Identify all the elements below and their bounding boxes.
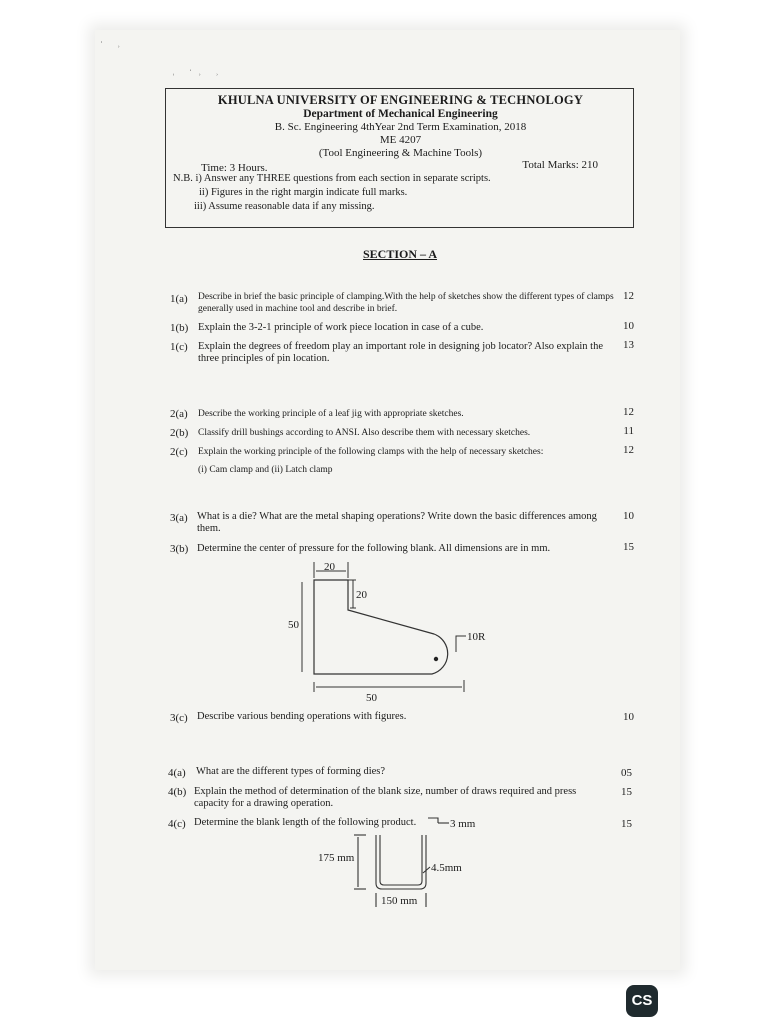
- instruction-3: iii) Assume reasonable data if any missing.: [194, 201, 375, 212]
- question-marks: 15: [621, 818, 632, 830]
- question-number: 2(c): [170, 446, 188, 458]
- dim-top-drop: 20: [356, 589, 367, 601]
- question-text: Classify drill bushings according to ANSI. Also describe them with necessary sketches.: [198, 428, 531, 438]
- course-code: ME 4207: [379, 134, 422, 146]
- question-number: 3(b): [170, 543, 189, 555]
- total-marks: Total Marks: 210: [522, 159, 598, 171]
- question-marks: 10: [623, 510, 634, 522]
- question-text: Explain the 3-2-1 principle of work piece location in case of a cube.: [198, 322, 484, 333]
- dim-bend-radius: 4.5mm: [431, 862, 462, 874]
- question-number: 1(c): [170, 341, 188, 353]
- question-marks: 15: [623, 541, 634, 553]
- blank-figure: [280, 556, 520, 706]
- dim-height: 50: [288, 619, 299, 631]
- course-title: (Tool Engineering & Machine Tools): [318, 147, 483, 159]
- dim-base: 50: [366, 692, 377, 704]
- question-marks: 13: [623, 339, 634, 351]
- question-number: 2(a): [170, 408, 188, 420]
- question-marks: 12: [623, 290, 634, 302]
- section-title: SECTION – A: [363, 247, 438, 261]
- question-number: 4(a): [168, 767, 186, 779]
- question-number: 4(c): [168, 818, 186, 830]
- exam-name: B. Sc. Engineering 4thYear 2nd Term Examination, 2018: [274, 121, 527, 133]
- question-text: Explain the method of determination of the blank size, number of draws required and press capacity for a drawing operation.: [194, 786, 577, 809]
- dim-thickness: 3 mm: [450, 818, 476, 830]
- exam-time: Time: 3 Hours.: [201, 162, 268, 174]
- question-marks: 10: [623, 320, 634, 332]
- question-number: 3(a): [170, 512, 188, 524]
- question-text: What are the different types of forming dies?: [196, 766, 386, 777]
- question-number: 1(b): [170, 322, 189, 334]
- dim-radius: 10R: [467, 631, 486, 643]
- question-number: 2(b): [170, 427, 189, 439]
- instruction-2: ii) Figures in the right margin indicate full marks.: [199, 187, 408, 198]
- question-number: 3(c): [170, 712, 188, 724]
- question-text: Explain the working principle of the following clamps with the help of necessary sketches:: [198, 447, 544, 457]
- question-text: Describe the working principle of a leaf jig with appropriate sketches.: [198, 409, 464, 419]
- exam-header-box: [165, 88, 634, 228]
- question-text: What is a die? What are the metal shaping operations? Write down the basic differences among them.: [197, 511, 597, 534]
- dim-width: 150 mm: [381, 895, 418, 907]
- question-marks: 11: [623, 425, 634, 437]
- question-text: Describe in brief the basic principle of clamping.With the help of sketches show the different types of clamps generally used in machine tool and describe in brief.: [198, 292, 614, 314]
- question-marks: 10: [623, 711, 634, 723]
- scan-specks: ˒ ˈ˒ ˒: [172, 68, 225, 78]
- u-channel-figure: [310, 815, 510, 915]
- question-marks: 15: [621, 786, 632, 798]
- question-marks: 12: [623, 444, 634, 456]
- university-name: KHULNA UNIVERSITY OF ENGINEERING & TECHNOLOGY: [217, 93, 584, 107]
- department-name: Department of Mechanical Engineering: [303, 108, 498, 120]
- instruction-1: N.B. i) Answer any THREE questions from each section in separate scripts.: [173, 173, 491, 184]
- question-number: 4(b): [168, 786, 187, 798]
- dim-height: 175 mm: [318, 852, 355, 864]
- scan-specks: ˙ ˒: [100, 40, 127, 50]
- question-subitems: (i) Cam clamp and (ii) Latch clamp: [198, 465, 333, 475]
- question-text: Determine the blank length of the following product.: [194, 817, 417, 828]
- camscanner-logo: CS: [626, 985, 658, 1017]
- question-marks: 05: [621, 767, 632, 779]
- question-number: 1(a): [170, 293, 188, 305]
- question-marks: 12: [623, 406, 634, 418]
- dim-top-width: 20: [324, 561, 335, 573]
- question-text: Explain the degrees of freedom play an important role in designing job locator? Also explain the three principles of pin location.: [198, 341, 604, 364]
- question-text: Determine the center of pressure for the following blank. All dimensions are in mm.: [197, 543, 551, 554]
- question-text: Describe various bending operations with figures.: [197, 711, 407, 722]
